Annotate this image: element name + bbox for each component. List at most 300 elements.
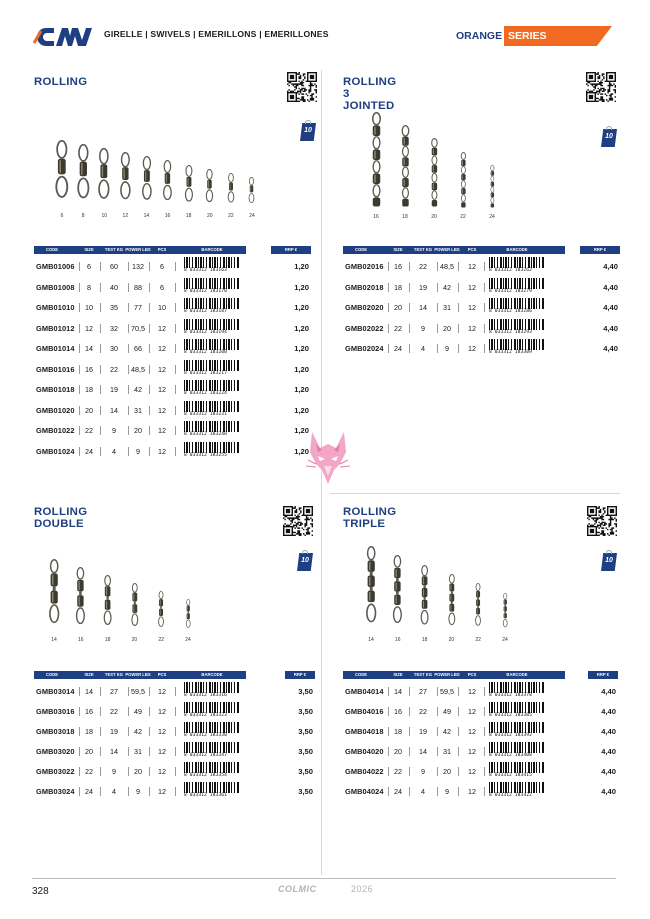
power-lbs-value: 9 xyxy=(136,446,140,456)
power-lbs-value: 20 xyxy=(443,323,451,333)
table-row xyxy=(343,318,620,338)
rrp-price: 1,20 xyxy=(294,364,309,374)
cell-separator xyxy=(437,707,438,716)
swivel-size-label: 20 xyxy=(206,213,213,219)
test-kg-value: 4 xyxy=(421,344,425,353)
barcode xyxy=(184,442,240,459)
barcode-bars xyxy=(489,298,545,309)
test-kg-value: 9 xyxy=(112,426,116,435)
product-code: GMB02018 xyxy=(345,282,384,292)
cell-separator xyxy=(458,767,459,776)
swivel-image xyxy=(248,177,255,207)
cell-separator xyxy=(437,787,438,796)
cell-separator xyxy=(437,303,438,312)
cell-separator xyxy=(175,447,176,456)
cell-separator xyxy=(79,687,80,696)
cell-separator xyxy=(149,747,150,756)
swivel-image xyxy=(97,148,111,207)
swivel-image xyxy=(429,138,440,208)
test-kg-value: 9 xyxy=(421,323,425,333)
cell-separator xyxy=(175,324,176,333)
swivel-image xyxy=(447,574,457,631)
table-row xyxy=(343,681,618,701)
page-number: 328 xyxy=(32,886,49,897)
cell-separator xyxy=(79,365,80,374)
swivel-size-label: 16 xyxy=(395,637,401,643)
cell-separator xyxy=(100,303,101,312)
pcs-value: 12 xyxy=(158,747,166,756)
barcode-number: 8 033312 183354 xyxy=(184,773,227,778)
cell-separator xyxy=(79,787,80,796)
table-row xyxy=(34,681,315,701)
pack-quantity: 10 xyxy=(605,557,613,564)
cell-separator xyxy=(79,447,80,456)
test-kg-value: 22 xyxy=(110,707,118,716)
power-lbs-value: 42 xyxy=(134,727,142,736)
barcode-number: 8 033312 183415 xyxy=(489,773,532,778)
barcode-number: 8 033312 183392 xyxy=(489,733,532,738)
cell-separator xyxy=(128,283,129,292)
table-row xyxy=(34,441,311,461)
test-kg-value: 4 xyxy=(421,787,425,796)
test-kg-value: 40 xyxy=(110,282,118,292)
barcode xyxy=(184,278,240,295)
cell-separator xyxy=(149,787,150,796)
barcode-bars xyxy=(184,421,240,432)
barcode xyxy=(489,742,545,759)
barcode-number: 8 033312 183170 xyxy=(184,288,227,294)
column-header: BARCODE xyxy=(506,672,528,677)
barcode-number: 8 033312 183224 xyxy=(184,391,227,396)
barcode-bars xyxy=(489,762,545,773)
column-header: TEST KG xyxy=(413,672,433,677)
cell-separator xyxy=(484,324,485,333)
cell-separator xyxy=(175,303,176,312)
pack-quantity: 10 xyxy=(301,557,309,564)
swivel-size-label: 20 xyxy=(131,637,138,643)
size-value: 16 xyxy=(394,262,402,271)
product-code: GMB03020 xyxy=(36,747,75,756)
cell-separator xyxy=(128,727,129,736)
barcode-number: 8 033312 183279 xyxy=(489,288,532,294)
footer-rule xyxy=(32,878,616,879)
barcode-number: 8 033312 183316 xyxy=(184,693,227,698)
cell-separator xyxy=(79,303,80,312)
rrp-price: 4,40 xyxy=(603,344,618,353)
pack-quantity: 10 xyxy=(304,127,312,134)
swivel-size-label: 22 xyxy=(460,214,466,220)
test-kg-value: 4 xyxy=(112,787,116,796)
barcode xyxy=(489,257,545,274)
barcode xyxy=(489,722,545,739)
cell-separator xyxy=(128,426,129,435)
table-row xyxy=(34,721,315,741)
barcode-bars xyxy=(184,722,240,733)
pack-quantity: 10 xyxy=(605,133,613,140)
cell-separator xyxy=(458,747,459,756)
cell-separator xyxy=(409,687,410,696)
power-lbs-value: 20 xyxy=(134,767,142,776)
barcode xyxy=(489,702,545,719)
rrp-price: 4,40 xyxy=(601,767,616,776)
cell-separator xyxy=(79,426,80,435)
swivel-image xyxy=(227,173,235,207)
pcs-value: 12 xyxy=(158,385,166,394)
barcode xyxy=(184,742,240,759)
barcode-number: 8 033312 183187 xyxy=(184,309,227,314)
size-value: 10 xyxy=(85,303,93,312)
barcode xyxy=(184,380,240,397)
column-header: PCS xyxy=(157,247,167,252)
column-header: POWER LBS xyxy=(125,672,151,677)
test-kg-value: 27 xyxy=(419,687,427,696)
barcode-bars xyxy=(184,682,240,693)
column-header: TEST KG xyxy=(104,672,124,677)
pack-quantity-icon xyxy=(601,126,617,147)
cell-separator xyxy=(409,344,410,353)
cell-separator xyxy=(149,687,150,696)
size-value: 22 xyxy=(394,767,402,776)
swivel-size-label: 24 xyxy=(185,637,191,643)
rrp-price: 4,40 xyxy=(603,262,618,271)
cell-separator xyxy=(437,727,438,736)
size-value: 24 xyxy=(85,787,93,796)
pcs-value: 12 xyxy=(158,364,166,374)
column-header: RRP € xyxy=(593,247,607,252)
column-header: PCS xyxy=(157,672,167,677)
barcode xyxy=(184,360,240,377)
pcs-value: 10 xyxy=(158,303,166,312)
barcode xyxy=(489,339,545,356)
swivel-size-label: 18 xyxy=(402,214,408,220)
barcode-bars xyxy=(184,278,240,289)
swivel-image xyxy=(162,160,173,207)
table-row xyxy=(343,701,618,721)
size-value: 16 xyxy=(394,707,402,716)
power-lbs-value: 59,5 xyxy=(440,687,454,696)
table-row xyxy=(343,277,620,297)
series-word-orange: ORANGE xyxy=(456,30,503,42)
swivel-size-label: 14 xyxy=(143,213,150,219)
swivel-size-label: 6 xyxy=(60,213,64,219)
swivel-image xyxy=(184,165,194,207)
power-lbs-value: 20 xyxy=(443,767,451,776)
cell-separator xyxy=(79,385,80,394)
pcs-value: 12 xyxy=(468,323,476,333)
column-header: BARCODE xyxy=(201,247,223,252)
cell-separator xyxy=(100,344,101,353)
product-code: GMB03018 xyxy=(36,727,75,736)
size-value: 20 xyxy=(85,405,93,415)
barcode xyxy=(489,762,545,779)
cell-separator xyxy=(484,707,485,716)
barcode-bars xyxy=(184,339,240,350)
cell-separator xyxy=(437,262,438,271)
column-header: SIZE xyxy=(84,247,94,252)
barcode xyxy=(184,722,240,739)
swivel-size-label: 18 xyxy=(421,637,428,643)
barcode xyxy=(184,782,240,799)
product-code: GMB02024 xyxy=(345,344,384,353)
cell-separator xyxy=(458,262,459,271)
test-kg-value: 32 xyxy=(110,323,118,333)
barcode xyxy=(184,298,240,315)
cell-separator xyxy=(409,303,410,312)
size-value: 22 xyxy=(394,323,402,333)
swivel-size-label: 16 xyxy=(373,214,379,220)
size-value: 20 xyxy=(394,303,402,312)
cell-separator xyxy=(388,283,389,292)
size-value: 16 xyxy=(85,364,93,374)
barcode-number: 8 033312 183361 xyxy=(184,793,227,798)
pcs-value: 12 xyxy=(158,687,166,696)
cell-separator xyxy=(175,687,176,696)
cell-separator xyxy=(100,406,101,415)
size-value: 20 xyxy=(394,747,402,756)
test-kg-value: 60 xyxy=(110,262,118,271)
swivel-image xyxy=(141,156,153,207)
table-row xyxy=(34,359,311,379)
column-header: SIZE xyxy=(393,247,403,252)
cell-separator xyxy=(128,687,129,696)
cell-separator xyxy=(175,344,176,353)
swivel-image xyxy=(205,169,214,207)
cell-separator xyxy=(128,344,129,353)
pcs-value: 12 xyxy=(158,727,166,736)
size-value: 22 xyxy=(85,767,93,776)
cell-separator xyxy=(149,365,150,374)
table-row xyxy=(34,400,311,420)
barcode xyxy=(184,339,240,356)
product-code: GMB01022 xyxy=(36,426,75,435)
test-kg-value: 9 xyxy=(421,767,425,776)
product-code: GMB01018 xyxy=(36,385,75,394)
barcode-bars xyxy=(489,702,545,713)
cell-separator xyxy=(79,344,80,353)
table-row xyxy=(34,318,311,338)
cell-separator xyxy=(437,283,438,292)
swivel-image xyxy=(502,593,508,631)
cell-separator xyxy=(128,324,129,333)
barcode xyxy=(489,782,545,799)
barcode-bars xyxy=(184,319,240,330)
product-code: GMB04018 xyxy=(345,727,384,736)
swivel-image xyxy=(459,152,468,208)
swivel-image xyxy=(369,112,384,208)
cell-separator xyxy=(128,747,129,756)
size-value: 22 xyxy=(85,426,93,435)
column-header: SIZE xyxy=(393,672,403,677)
rrp-price: 3,50 xyxy=(298,727,313,736)
test-kg-value: 19 xyxy=(110,727,118,736)
cell-separator xyxy=(100,727,101,736)
cell-separator xyxy=(149,727,150,736)
cell-separator xyxy=(128,787,129,796)
product-code: GMB01024 xyxy=(36,446,75,456)
size-value: 12 xyxy=(85,323,93,333)
rrp-price: 3,50 xyxy=(298,687,313,696)
cell-separator xyxy=(484,687,485,696)
product-code: GMB01010 xyxy=(36,303,75,312)
barcode-bars xyxy=(184,360,240,371)
cell-separator xyxy=(458,303,459,312)
test-kg-value: 14 xyxy=(419,747,427,756)
cell-separator xyxy=(458,787,459,796)
column-header: TEST KG xyxy=(413,247,433,252)
pcs-value: 12 xyxy=(158,787,166,796)
section-title: ROLLING TRIPLE xyxy=(343,506,397,530)
pack-quantity-icon xyxy=(601,550,617,571)
table-header xyxy=(343,671,565,679)
table-row xyxy=(343,781,618,801)
pcs-value: 12 xyxy=(468,767,476,776)
cell-separator xyxy=(388,707,389,716)
swivel-size-label: 22 xyxy=(228,213,234,219)
barcode-number: 8 033312 183323 xyxy=(184,713,227,718)
cell-separator xyxy=(100,365,101,374)
power-lbs-value: 31 xyxy=(443,747,451,756)
cell-separator xyxy=(409,727,410,736)
rrp-price: 4,40 xyxy=(603,282,618,292)
colmic-logo xyxy=(32,25,94,49)
table-row xyxy=(34,420,311,440)
swivel-size-label: 24 xyxy=(249,213,255,219)
barcode xyxy=(184,401,240,418)
pcs-value: 12 xyxy=(468,282,476,292)
rrp-price: 1,20 xyxy=(294,262,309,271)
cell-separator xyxy=(128,303,129,312)
rrp-price: 3,50 xyxy=(298,787,313,796)
power-lbs-value: 9 xyxy=(445,344,449,353)
swivel-size-label: 16 xyxy=(164,213,171,219)
rrp-price: 4,40 xyxy=(601,687,616,696)
power-lbs-value: 132 xyxy=(132,262,144,271)
product-code: GMB02022 xyxy=(345,323,384,333)
barcode-number: 8 033312 183330 xyxy=(184,733,227,738)
rrp-header xyxy=(588,671,618,679)
cell-separator xyxy=(100,787,101,796)
orange-series-banner xyxy=(449,26,612,46)
rrp-price: 4,40 xyxy=(601,707,616,716)
barcode xyxy=(184,762,240,779)
cell-separator xyxy=(149,426,150,435)
barcode-bars xyxy=(489,339,545,350)
barcode-bars xyxy=(184,401,240,412)
power-lbs-value: 31 xyxy=(134,747,142,756)
barcode-bars xyxy=(489,682,545,693)
cell-separator xyxy=(484,727,485,736)
size-value: 24 xyxy=(394,787,402,796)
swivel-image xyxy=(74,567,87,631)
swivel-size-label: 10 xyxy=(101,213,107,219)
cell-separator xyxy=(437,767,438,776)
cell-separator xyxy=(79,767,80,776)
test-kg-value: 22 xyxy=(419,262,427,271)
cell-separator xyxy=(458,283,459,292)
product-code: GMB01016 xyxy=(36,364,75,374)
swivel-image xyxy=(391,555,404,631)
column-header: CODE xyxy=(354,672,368,677)
product-code: GMB04020 xyxy=(345,747,384,756)
cell-separator xyxy=(437,344,438,353)
table-row xyxy=(34,701,315,721)
power-lbs-value: 9 xyxy=(445,787,449,796)
barcode-bars xyxy=(184,442,240,453)
column-header: CODE xyxy=(354,247,368,252)
test-kg-value: 14 xyxy=(419,303,427,312)
cell-separator xyxy=(388,727,389,736)
cell-separator xyxy=(409,324,410,333)
cell-separator xyxy=(175,767,176,776)
rrp-price: 4,40 xyxy=(601,787,616,796)
rrp-header xyxy=(580,246,620,254)
rrp-header xyxy=(285,671,315,679)
product-code: GMB03024 xyxy=(36,787,75,796)
power-lbs-value: 31 xyxy=(134,405,142,415)
pcs-value: 12 xyxy=(468,727,476,736)
rrp-price: 1,20 xyxy=(294,426,309,435)
barcode xyxy=(184,682,240,699)
footer-year: 2026 xyxy=(351,884,374,894)
barcode-bars xyxy=(184,380,240,391)
cell-separator xyxy=(100,447,101,456)
qr-code-icon xyxy=(287,72,317,102)
swivel-image xyxy=(157,591,165,631)
product-code: GMB01014 xyxy=(36,344,75,353)
cell-separator xyxy=(100,767,101,776)
product-code: GMB01012 xyxy=(36,323,75,333)
pcs-value: 12 xyxy=(468,344,476,353)
barcode xyxy=(489,278,545,295)
barcode-bars xyxy=(489,742,545,753)
table-row xyxy=(343,741,618,761)
test-kg-value: 14 xyxy=(110,405,118,415)
power-lbs-value: 42 xyxy=(443,282,451,292)
test-kg-value: 4 xyxy=(112,446,116,456)
barcode-number: 8 033312 183422 xyxy=(489,793,532,798)
cell-separator xyxy=(388,787,389,796)
barcode-bars xyxy=(184,782,240,793)
cell-separator xyxy=(484,303,485,312)
series-word-series: SERIES xyxy=(508,30,547,42)
pcs-value: 12 xyxy=(468,262,476,271)
cell-separator xyxy=(79,406,80,415)
product-code: GMB04014 xyxy=(345,687,384,696)
table-row xyxy=(34,761,315,781)
pcs-value: 12 xyxy=(158,767,166,776)
cell-separator xyxy=(128,365,129,374)
rrp-header xyxy=(271,246,311,254)
pcs-value: 12 xyxy=(158,344,166,353)
cell-separator xyxy=(388,303,389,312)
cell-separator xyxy=(484,787,485,796)
swivel-image xyxy=(399,125,412,208)
cell-separator xyxy=(149,344,150,353)
cell-separator xyxy=(175,747,176,756)
cell-separator xyxy=(175,727,176,736)
barcode xyxy=(489,298,545,315)
cell-separator xyxy=(149,262,150,271)
column-header: CODE xyxy=(45,672,59,677)
cell-separator xyxy=(149,767,150,776)
swivel-size-label: 24 xyxy=(489,214,495,220)
column-header: RRP € xyxy=(284,247,298,252)
section-title: ROLLING 3 JOINTED xyxy=(343,76,397,112)
cell-separator xyxy=(388,262,389,271)
cell-separator xyxy=(458,344,459,353)
test-kg-value: 9 xyxy=(112,767,116,776)
test-kg-value: 27 xyxy=(110,687,118,696)
